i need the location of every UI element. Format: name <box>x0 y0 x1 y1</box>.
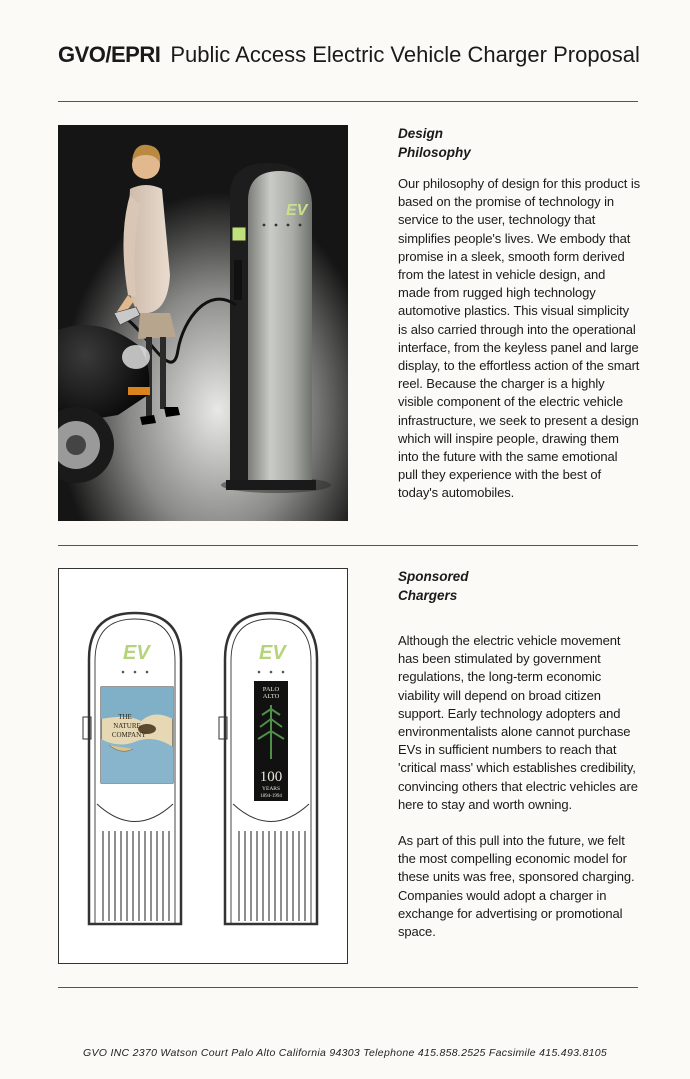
sponsor-right-number: 100 <box>259 769 283 785</box>
sponsor-right-line: PALO <box>262 686 280 693</box>
sponsor-right-line: 1894-1994 <box>260 794 282 799</box>
page-title: Public Access Electric Vehicle Charger Proposal <box>170 42 640 67</box>
charger-photo <box>58 125 348 521</box>
paragraph: As part of this pull into the future, we felt the most compelling economic model for these units was free, sponsored charging. Companies would adopt a charger in exchange for advertising or promotional space. <box>398 833 635 940</box>
section-title-line: Chargers <box>398 588 458 603</box>
sponsor-left-line: COMPANY <box>111 731 147 739</box>
ev-logo: EV <box>123 642 150 664</box>
section-sponsored-chargers <box>398 567 640 941</box>
paragraph: Our philosophy of design for this product is based on the promise of technology in service to the user, technology that simplifies people's lives. We embody that promise in a sleek, smooth form derived from the latest in vehicle design, and made from rugged high technology automotive plastics. This visual simplicity is also carried through into the operational interface, from the keyless panel and large display, to the effortless action of the smart reel. Because the charger is a highly visible component of the electric vehicle infrastructure, we seek to present a design which will inspire people, drawing them into the future with the same emotional pull they experience with the best of today's automobiles. <box>398 176 641 501</box>
sponsored-chargers-drawing <box>58 568 348 964</box>
section-divider <box>58 545 638 546</box>
ev-logo: EV <box>259 642 286 664</box>
section-title-line: Philosophy <box>398 145 471 160</box>
header-divider <box>58 101 638 102</box>
sponsor-left-line: THE <box>118 713 132 721</box>
section-title <box>398 567 640 605</box>
section-title <box>398 124 640 162</box>
section-title-line: Design <box>398 126 444 141</box>
footer-address: GVO INC 2370 Watson Court Palo Alto California 94303 Telephone 415.858.2525 Facsimile 415.493.8105 <box>83 1047 607 1059</box>
sponsor-ad-nature-company <box>101 687 173 783</box>
footer-divider <box>58 987 638 988</box>
paragraph: Although the electric vehicle movement has been stimulated by government regulations, the long-term economic viability will depend on broad citizen support. Early technology adopters and environmentalists alone cannot purchase EVs in sufficient numbers to reach that 'critical mass' which establishes credibility, convincing others that electric vehicles are here to stay and worth owning. <box>398 633 638 812</box>
sponsor-left-line: NATURE <box>113 722 141 730</box>
sponsor-right-line: ALTO <box>262 693 280 700</box>
section-design-philosophy <box>398 124 640 503</box>
sponsor-ad-palo-alto <box>254 681 288 801</box>
brand-name: GVO/EPRI <box>58 42 161 67</box>
section-title-line: Sponsored <box>398 569 469 584</box>
svg-text:EV: EV <box>286 202 308 219</box>
page-header <box>58 40 638 70</box>
sponsor-right-line: YEARS <box>261 786 281 792</box>
